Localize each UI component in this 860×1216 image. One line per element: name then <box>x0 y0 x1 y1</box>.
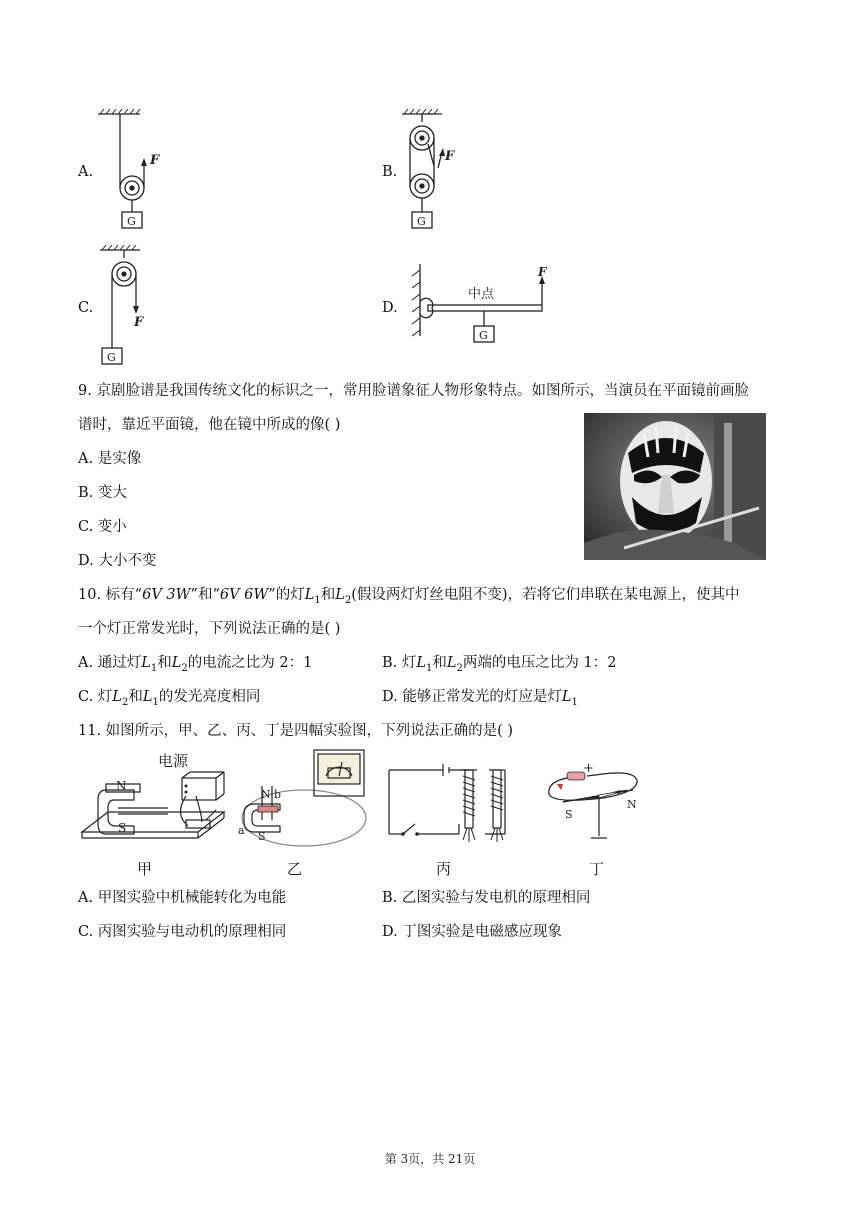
q8-option-b-label: B. <box>382 164 398 180</box>
lamp-symbol: L <box>171 655 182 671</box>
q10-option-b-text: 两端的电压之比为 1：2 <box>462 655 617 671</box>
figure-bing-electromagnets <box>385 760 525 850</box>
lamp-symbol: L <box>142 689 153 705</box>
q10-option-d <box>382 687 578 713</box>
q10-option-c-text: 和 <box>128 689 143 705</box>
lamp-symbol: L <box>141 655 151 671</box>
pulley-figure-b <box>398 108 478 236</box>
weight-label-a: G <box>127 215 136 228</box>
lamp-subscript: 1 <box>152 696 159 708</box>
q9-option-b: B. 变大 <box>78 485 127 501</box>
yi-s-label: S <box>258 830 266 843</box>
figure-jia-motor <box>78 748 228 848</box>
q10-option-a <box>78 653 312 679</box>
figure-yi-generator <box>234 746 374 850</box>
weight-label-d: G <box>479 329 488 342</box>
q10-stem-line2: 一个灯正常发光时，下列说法正确的是( ) <box>78 621 341 637</box>
q10-stem-text-b: ”和“ <box>190 587 220 603</box>
q10-stem-text-a: 10. 标有“ <box>78 587 143 603</box>
midpoint-label: 中点 <box>468 287 495 302</box>
q10-option-a-text: 的电流之比为 2：1 <box>187 655 313 671</box>
pulley-figure-a <box>96 108 176 236</box>
q9-option-c: C. 变小 <box>78 519 127 535</box>
force-label-b: F <box>445 149 455 164</box>
q11-option-a: A. 甲图实验中机械能转化为电能 <box>78 890 287 906</box>
q11-option-d: D. 丁图实验是电磁感应现象 <box>382 924 562 940</box>
lamp-subscript: 2 <box>344 594 352 606</box>
figure-label-jia: 甲 <box>137 860 153 878</box>
q10-option-c-text: 的发光亮度相同 <box>158 689 261 705</box>
q10-option-b-text: B. 灯 <box>382 655 417 671</box>
yi-b-label: b <box>274 788 282 801</box>
force-label-a: F <box>150 153 160 168</box>
lamp-subscript: 1 <box>150 662 158 674</box>
q9-stem-line2: 谱时，靠近平面镜，他在镜中所成的像( ) <box>78 417 341 433</box>
q8-option-d-label: D. <box>382 300 398 316</box>
page-footer: 第 3页，共 21页 <box>384 1152 476 1166</box>
q10-stem-text-c: ”的灯 <box>268 587 305 603</box>
ding-s-label: S <box>565 808 573 821</box>
q10-spec-lamp2: 6V 6W <box>219 587 269 603</box>
power-supply-label: 电源 <box>158 752 189 770</box>
q11-option-b: B. 乙图实验与发电机的原理相同 <box>382 890 591 906</box>
figure-label-yi: 乙 <box>287 860 303 878</box>
q10-option-a-text: 和 <box>157 655 172 671</box>
q10-option-b <box>382 653 616 679</box>
jia-n-label: N <box>116 779 127 793</box>
lamp-subscript: 2 <box>456 662 463 674</box>
q10-stem-line1 <box>78 585 740 611</box>
ding-plus-label: + <box>583 761 594 776</box>
figure-label-bing: 丙 <box>436 860 452 878</box>
lamp-symbol: L <box>446 655 457 671</box>
q10-stem-text-e: (假设两灯灯丝电阻不变)，若将它们串联在某电源上，使其中 <box>351 587 740 603</box>
figure-label-ding: 丁 <box>589 860 605 878</box>
q10-option-c <box>78 687 260 713</box>
q9-option-a: A. 是实像 <box>78 451 142 467</box>
force-label-c: F <box>134 315 144 330</box>
q11-stem: 11. 如图所示，甲、乙、丙、丁是四幅实验图，下列说法正确的是( ) <box>78 723 514 739</box>
opera-mask-photo <box>584 413 766 560</box>
figure-ding-oersted <box>543 760 653 850</box>
lamp-symbol: L <box>304 587 315 603</box>
weight-label-b: G <box>417 215 426 228</box>
lamp-subscript: 2 <box>121 696 129 708</box>
q10-spec-lamp1: 6V 3W <box>142 587 191 603</box>
weight-label-c: G <box>107 351 116 364</box>
lever-figure-d <box>398 262 558 352</box>
jia-s-label: S <box>118 821 127 835</box>
q10-option-d-text: D. 能够正常发光的灯应是灯 <box>382 689 562 705</box>
lamp-subscript: 1 <box>571 696 578 708</box>
lamp-subscript: 2 <box>181 662 188 674</box>
lamp-subscript: 1 <box>426 662 433 674</box>
q8-option-c-label: C. <box>78 300 94 316</box>
lamp-symbol: L <box>416 655 427 671</box>
q10-option-b-text: 和 <box>432 655 447 671</box>
pulley-figure-c <box>96 244 176 372</box>
q10-option-a-text: A. 通过灯 <box>78 655 142 671</box>
q9-option-d: D. 大小不变 <box>78 553 157 569</box>
yi-n-label: N <box>261 788 271 801</box>
q8-option-a-label: A. <box>78 164 94 180</box>
lamp-symbol: L <box>335 587 345 603</box>
q10-option-c-text: C. 灯 <box>78 689 113 705</box>
lamp-symbol: L <box>561 689 572 705</box>
ding-n-label: N <box>627 798 637 811</box>
q11-option-c: C. 丙图实验与电动机的原理相同 <box>78 924 287 940</box>
lamp-subscript: 1 <box>314 594 321 606</box>
force-label-d: F <box>538 265 547 279</box>
yi-a-label: a <box>238 824 245 837</box>
lamp-symbol: L <box>112 689 122 705</box>
q10-stem-text-d: 和 <box>320 587 336 603</box>
q9-stem-line1: 9. 京剧脸谱是我国传统文化的标识之一，常用脸谱象征人物形象特点。如图所示，当演员在平面镜前画脸 <box>78 383 749 399</box>
